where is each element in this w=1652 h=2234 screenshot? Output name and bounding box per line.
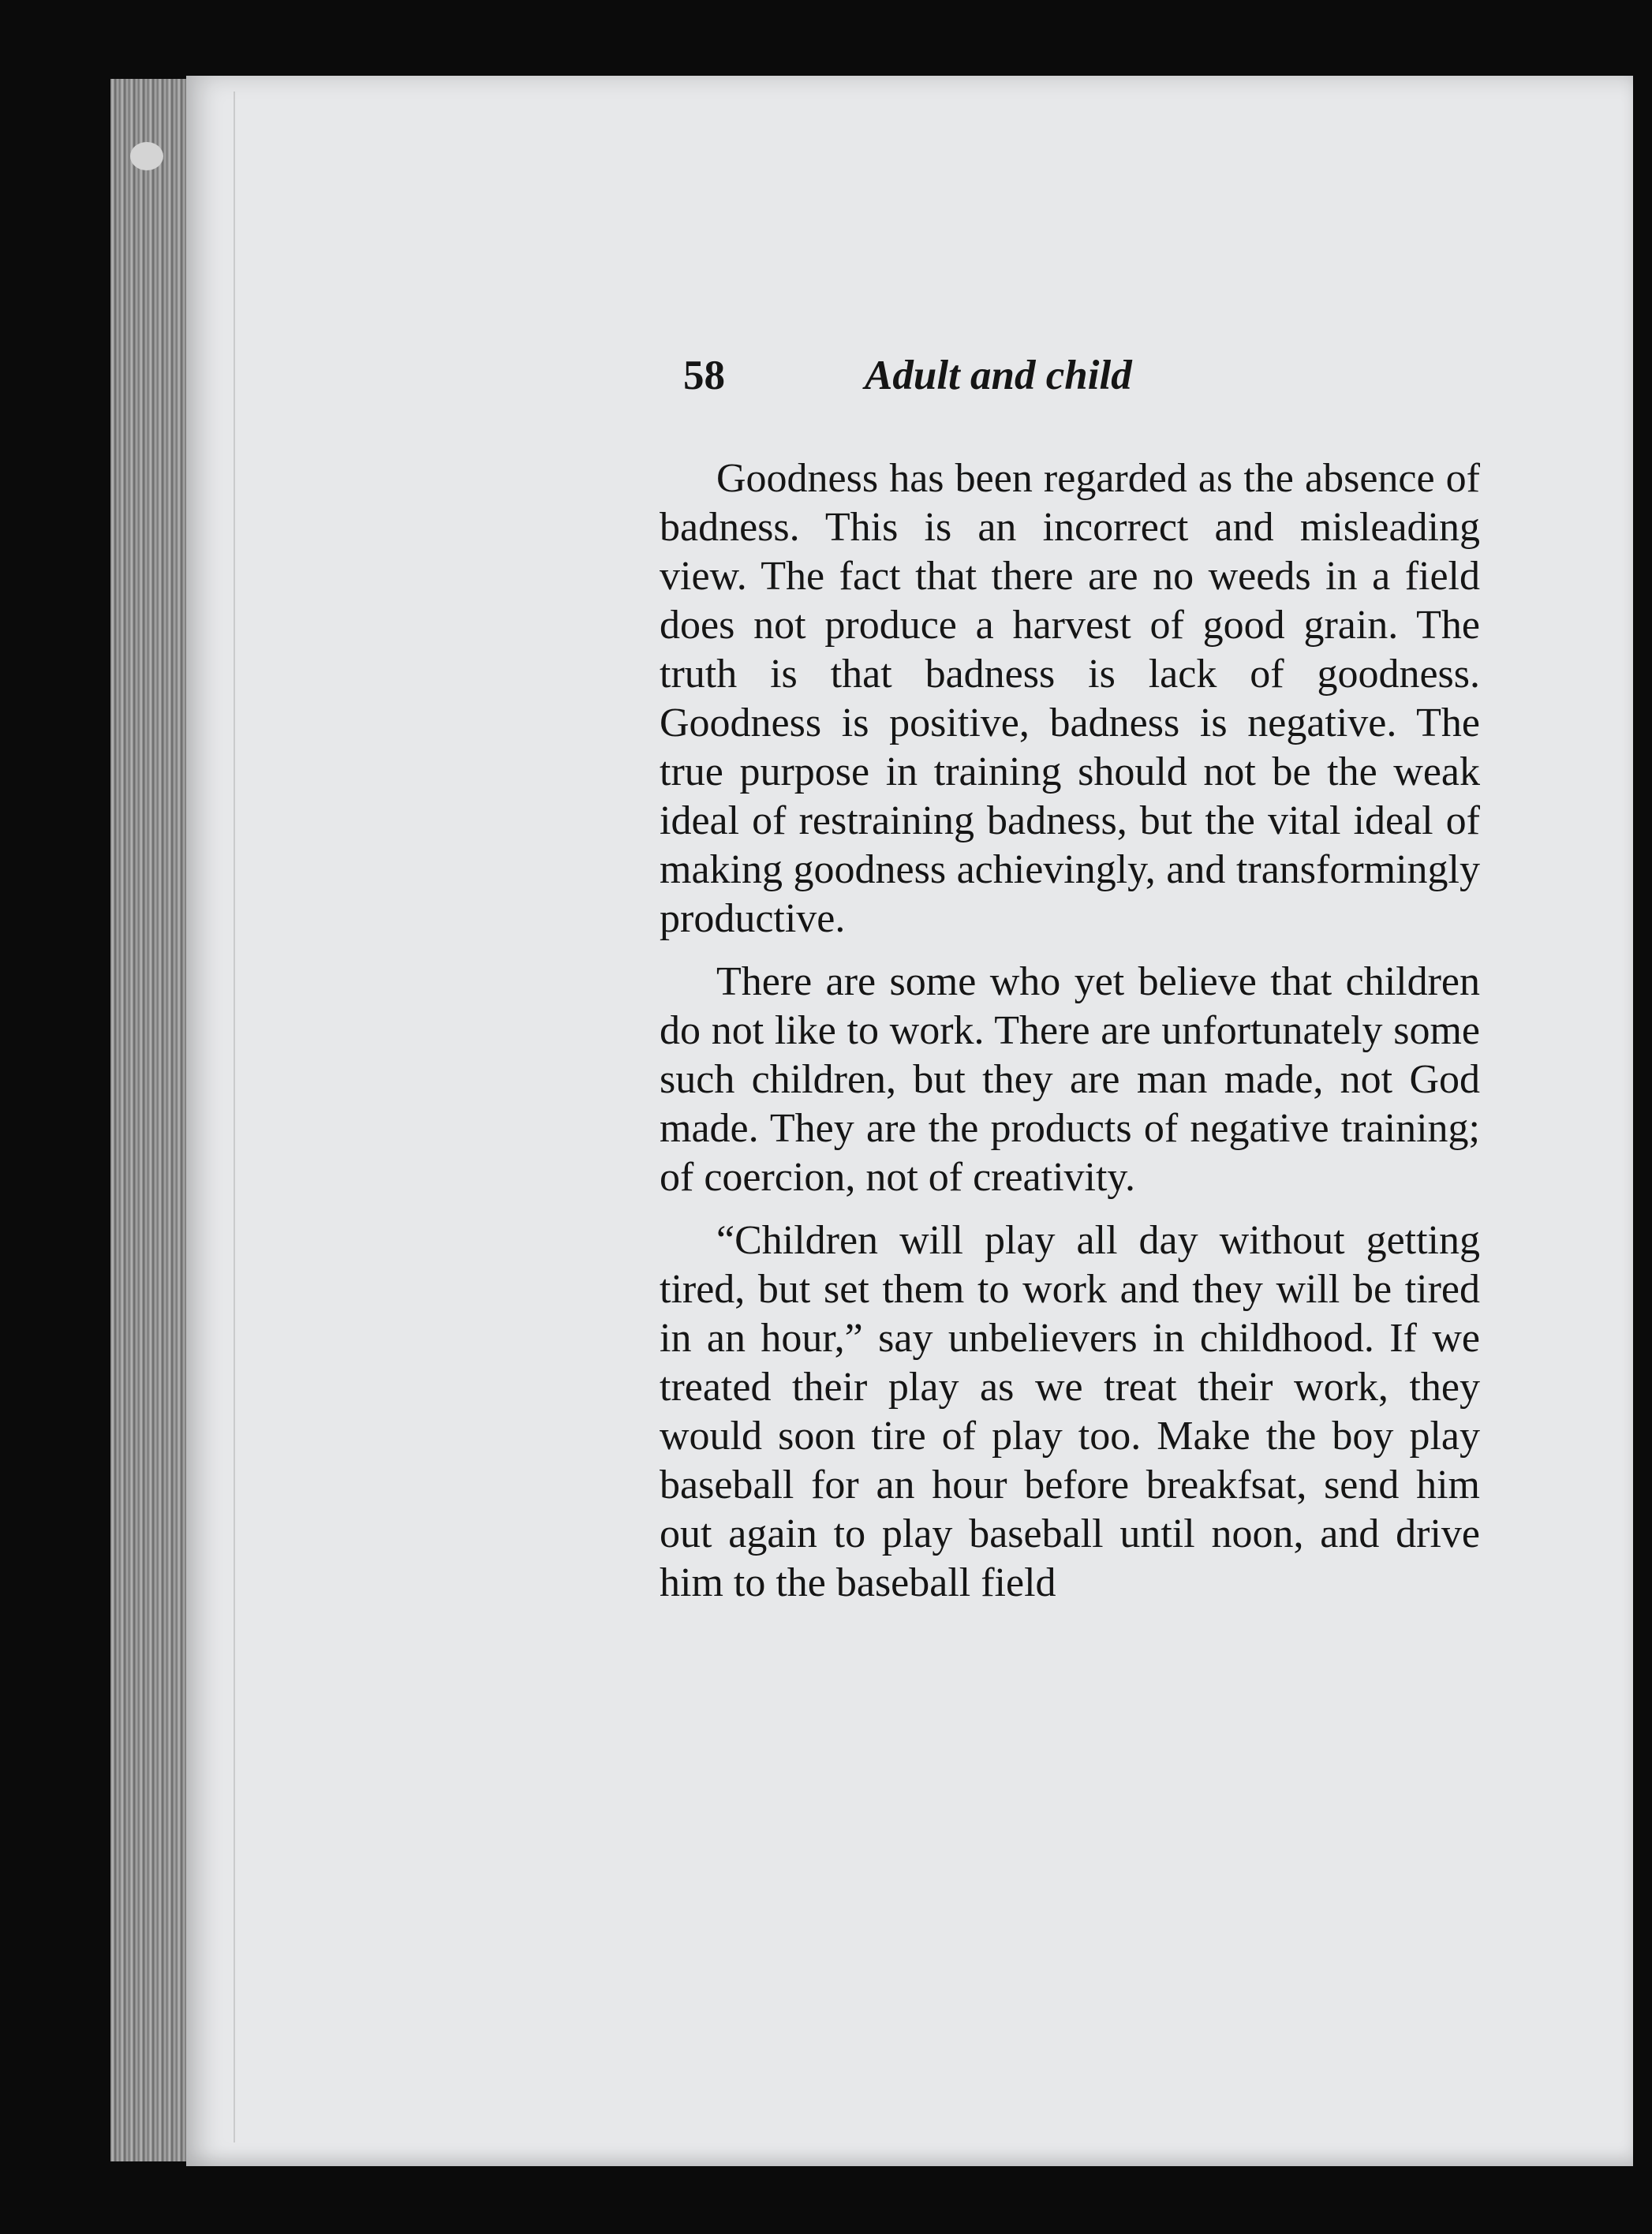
binding-mark <box>130 142 163 170</box>
book-page <box>186 76 1633 2166</box>
running-title: Adult and child <box>865 353 1132 398</box>
running-head <box>683 352 1425 415</box>
body-text <box>660 454 1480 1622</box>
paragraph-play: “Children will play all day without getting tired, but set them to work and they will be tired in an hour,” say unbelievers in childhood. If we treated their play as we treat their work, they would soon tire of play too. Make the boy play baseball for an hour before breakfsat, send him out again to play baseball until noon, and drive him to the baseball field <box>660 1218 1480 1605</box>
paragraph-work: There are some who yet believe that children do not like to work. There are unfortunately some such children, but they are man made, not God made. They are the products of negative training; of coercion, not of creativity. <box>660 959 1480 1200</box>
paragraph-goodness: Goodness has been regarded as the absence of badness. This is an incorrect and misleading view. The fact that there are no weeds in a field does not produce a harvest of good grain. The truth is that badness is lack of goodness. Goodness is positive, badness is negative. The true purpose in training should not be the weak ideal of restraining badness, but the vital ideal of making goodness achievingly, and transformingly productive. <box>660 456 1480 941</box>
page-number: 58 <box>683 353 725 398</box>
